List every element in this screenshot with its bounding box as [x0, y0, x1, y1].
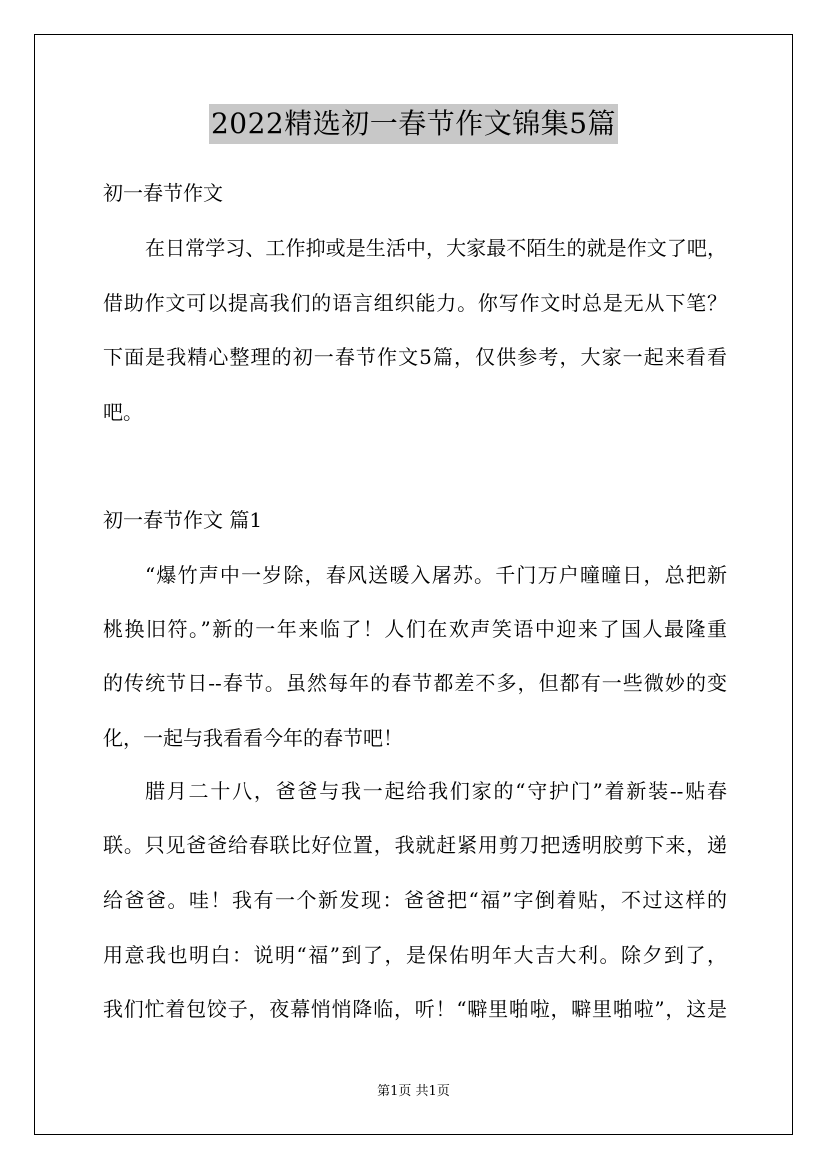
- paragraph-line: 腊月二十八，爸爸与我一起给我们家的“守护门”着新装--贴春: [145, 779, 727, 803]
- paragraph-line: “爆竹声中一岁除，春风送暖入屠苏。千门万户曈曈日，总把新: [145, 563, 727, 587]
- paragraph-line: 吧。: [103, 400, 143, 424]
- paragraph-line: 给爸爸。哇！我有一个新发现：爸爸把“福”字倒着贴，不过这样的: [103, 888, 727, 912]
- paragraph-line: 我们忙着包饺子，夜幕悄悄降临，听！“噼里啪啦，噼里啪啦”，这是: [103, 997, 727, 1021]
- page-footer: 第1页 共1页: [377, 1084, 450, 1099]
- document-title: 2022精选初一春节作文锦集5篇: [209, 104, 618, 144]
- paragraph-line: 在日常学习、工作抑或是生活中，大家最不陌生的就是作文了吧，: [145, 236, 727, 260]
- paragraph-line: 的传统节日--春节。虽然每年的春节都差不多，但都有一些微妙的变: [103, 671, 727, 695]
- paragraph-line: 用意我也明白：说明“福”到了，是保佑明年大吉大利。除夕到了，: [103, 943, 727, 967]
- paragraph-line: 借助作文可以提高我们的语言组织能力。你写作文时总是无从下笔？: [103, 291, 727, 315]
- paragraph-line: 化，一起与我看看今年的春节吧！: [103, 726, 403, 750]
- paragraph-line: 桃换旧符。”新的一年来临了！人们在欢声笑语中迎来了国人最隆重: [103, 617, 727, 641]
- title-wrap: [0, 104, 827, 144]
- intro-heading: 初一春节作文: [103, 181, 223, 205]
- paragraph-line: 联。只见爸爸给春联比好位置，我就赶紧用剪刀把透明胶剪下来，递: [103, 833, 727, 857]
- paragraph-line: 下面是我精心整理的初一春节作文5篇，仅供参考，大家一起来看看: [103, 345, 727, 369]
- section-heading: 初一春节作文 篇1: [103, 508, 263, 532]
